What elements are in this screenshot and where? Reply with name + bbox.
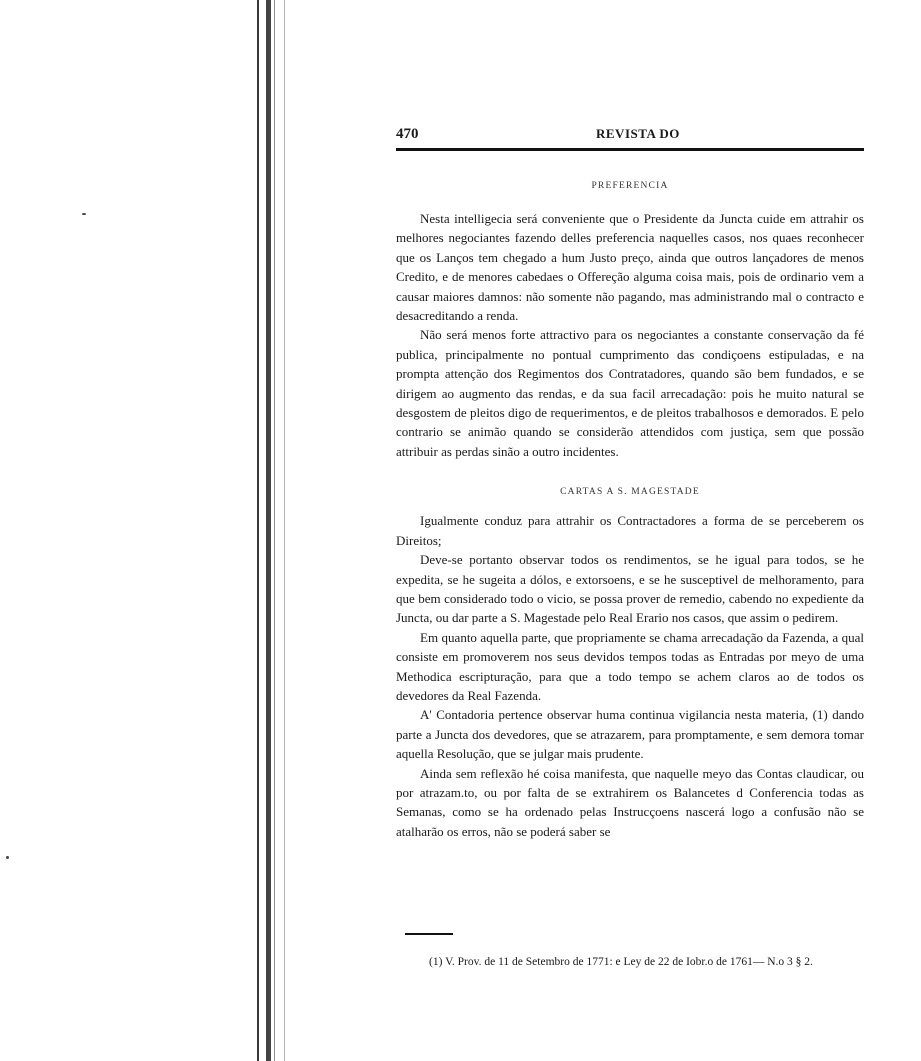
footnote (405, 955, 871, 970)
footnote-text: (1) V. Prov. de 11 de Setembro de 1771: e Ley de 22 de Iobr.o de 1761— N.o 3 § 2. (429, 956, 813, 968)
paragraph: Igualmente conduz para attrahir os Contractadores a forma de se perceberem os Direitos; (396, 513, 864, 548)
document-page (396, 126, 864, 841)
page-number: 470 (396, 126, 419, 142)
binding-gutter-line (284, 0, 285, 1061)
running-title: REVISTA DO (596, 126, 680, 141)
paragraph: Nesta intelligecia será conveniente que o Presidente da Juncta cuide em attrahir os melhores negociantes fazendo delles preferencia naquelles casos, nos quaes reconhecer que os Lanços tem chegado a hum Justo preço, ainda que outros lançadores de menos Credito, e de menores cabedaes o Offereção alguma coisa mais, pois de ordinario vem a causar maiores damnos: não somente não pagando, mas administrando mal o contracto e desacreditando a renda. (396, 211, 864, 324)
section-heading: PREFERENCIA (591, 181, 669, 191)
paragraph: Deve-se portanto observar todos os rendimentos, se he igual para todos, se he expedita, se he sugeita a dólos, e extorsoens, e se he susceptivel de melhoramento, para que bem considerado todo o vicio, se possa prover de remedio, cabendo no expediente da Juncta, ou dar parte a S. Magestade pelo Real Erario nos casos, que assim o pedirem. (396, 552, 864, 626)
section-heading: CARTAS A S. MAGESTADE (560, 487, 700, 498)
paragraph: Ainda sem reflexão hé coisa manifesta, que naquelle meyo das Contas claudicar, ou por atrazam.to, ou por falta de se extrahirem os Balancetes d Conferencia todas as Semanas, como se ha ordenado pelas Instrucçoens nascerá logo a confusão não se atalharão os erros, não se poderá saber se (396, 765, 864, 839)
paragraph: A' Contadoria pertence observar huma continua vigilancia nesta materia, (1) dando parte a Juncta dos devedores, que se atrazarem, para promptamente, e sem demora tomar aquella Resolução, que se julgar mais prudente. (396, 707, 864, 762)
paragraph: Em quanto aquella parte, que propriamente se chama arrecadação da Fazenda, a qual consiste em promoverem nos seus devidos tempos todas as Entradas por meyo de uma Methodica escripturação, para que a todo tempo se achem claros ao de todos os devedores da Real Fazenda. (396, 629, 864, 703)
paragraph: Não será menos forte attractivo para os negociantes a constante conservação da fé publica, principalmente no pontual cumprimento das condiçoens estipuladas, e na prompta attenção dos Regimentos dos Contratadores, quando são bem fundados, e se dirigem ao augmento das rendas, e da sua facil arrecadação: pois he muito natural se desgostem de pleitos digo de requerimentos, e de pleitos trabalhosos e demorados. E pelo contrario se animão quando se considerão attendidos com justiça, sem que possão attribuir as perdas sinão a outro incidentes. (396, 327, 864, 459)
binding-gutter-line (266, 0, 271, 1061)
header-rule (396, 148, 864, 151)
page-header (396, 126, 864, 146)
footnote-rule (405, 933, 453, 935)
scan-speck (82, 213, 86, 215)
binding-gutter-line (274, 0, 275, 1061)
scan-speck (6, 856, 9, 859)
binding-gutter-line (257, 0, 259, 1061)
